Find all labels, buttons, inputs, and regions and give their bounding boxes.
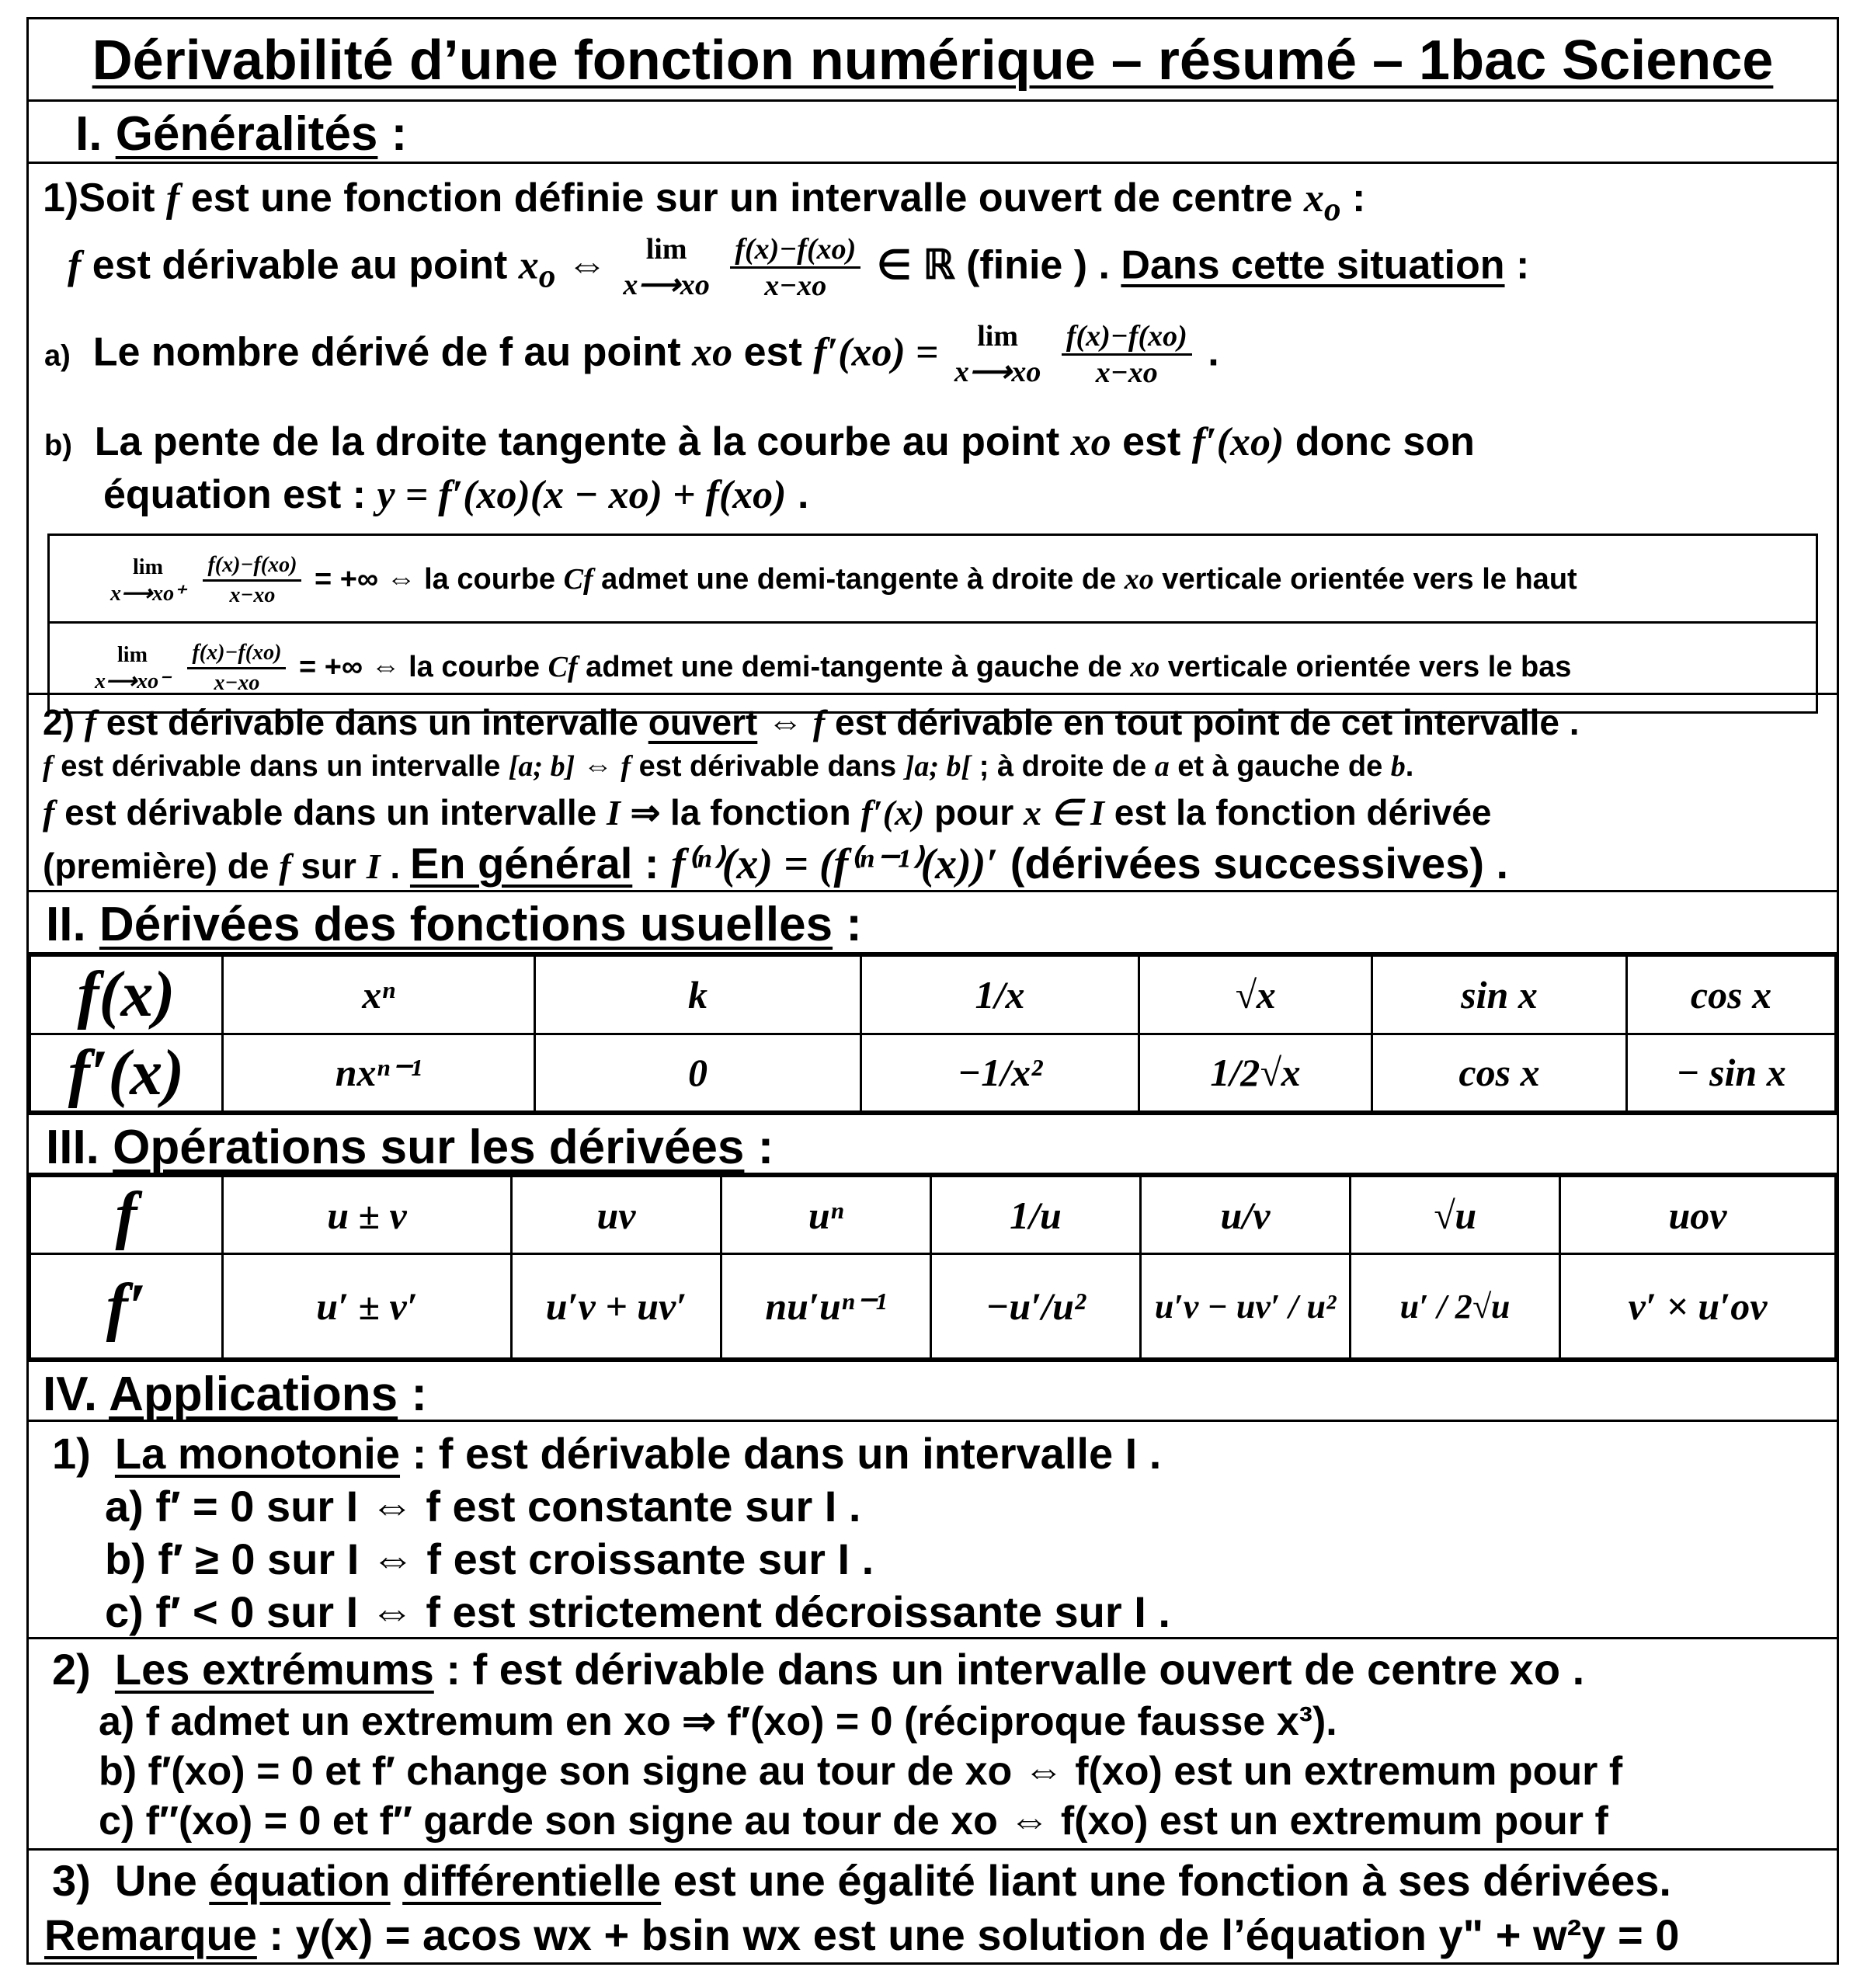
half-tangent-left: lim x⟶xo⁻ $\frac{f(x)-f(xo)}{x-xo}$ = +∞ ⇔ la courbe Cf admet une demi-tangente à gauche de xo verticale orientée vers le bas bbox=[95, 641, 1572, 696]
section-1-body bbox=[29, 164, 1837, 695]
s1-intro: 1)Soit f est une fonction définie sur un intervalle ouvert de centre $x_o$ : bbox=[43, 176, 1366, 228]
table2-cell: u′ ± v′ bbox=[223, 1254, 512, 1359]
table1-cell: √x bbox=[1139, 956, 1372, 1034]
table1-cell: cos x bbox=[1372, 1034, 1627, 1112]
table2-cell: uov bbox=[1560, 1176, 1836, 1254]
s1-item-a: a) Le nombre dérivé de f au point xo est f′(xo) = lim x⟶xo $\frac{f(x)-f(xo)}{x-xo}$ . bbox=[44, 320, 1219, 390]
section-1-title: Généralités bbox=[115, 107, 378, 161]
s2-line-4: (première) de f sur I . En général : f⁽ⁿ⁾(x) = (f⁽ⁿ⁻¹⁾(x))′ (dérivées successives) . bbox=[43, 839, 1509, 888]
section-1-part-2 bbox=[29, 695, 1837, 892]
table1-cell: k bbox=[535, 956, 861, 1034]
table2-cell: u′ / 2√u bbox=[1351, 1254, 1560, 1359]
s2-line-1: 2) f est dérivable dans un intervalle ouvert ⇔ f est dérivable en tout point de cet intervalle . bbox=[43, 702, 1580, 742]
table1-cell: cos x bbox=[1627, 956, 1836, 1034]
application-monotonie: 1) La monotonie : f est dérivable dans un intervalle I . a) f′ = 0 sur I ⇔ f est constante sur I . b) f′ ≥ 0 sur I ⇔ f est croissante sur I . c) f′ < 0 sur I ⇔ f est strictement décroissante sur I . bbox=[29, 1422, 1837, 1639]
section-2-header: II. Dérivées des fonctions usuelles : bbox=[29, 892, 1837, 954]
section-1-label: I. bbox=[75, 107, 103, 161]
table-row bbox=[30, 1254, 1836, 1359]
table2-cell: u′v + uv′ bbox=[512, 1254, 721, 1359]
table2-cell: uⁿ bbox=[721, 1176, 931, 1254]
table2-cell: √u bbox=[1351, 1176, 1560, 1254]
s1-item-b-line2: équation est : y = f′(xo)(x − xo) + f(xo) . bbox=[103, 472, 809, 517]
table1-cell: − sin x bbox=[1627, 1034, 1836, 1112]
table-row bbox=[30, 1176, 1836, 1254]
table1-cell: nxⁿ⁻¹ bbox=[223, 1034, 535, 1112]
table-row bbox=[30, 956, 1836, 1034]
table2-cell: v′ × u′ov bbox=[1560, 1254, 1836, 1359]
table2-cell: uv bbox=[512, 1176, 721, 1254]
table2-cell: 1/u bbox=[931, 1176, 1141, 1254]
table2-cell: u′v − uv′ / u² bbox=[1141, 1254, 1351, 1359]
table1-cell: 1/2√x bbox=[1139, 1034, 1372, 1112]
half-tangent-right: lim x⟶xo⁺ $\frac{f(x)-f(xo)}{x-xo}$ = +∞ ⇔ la courbe Cf admet une demi-tangente à droite de xo verticale orientée vers le haut bbox=[50, 536, 1816, 624]
section-3-header: III. Opérations sur les dérivées : bbox=[29, 1113, 1837, 1175]
summary-sheet bbox=[26, 17, 1839, 1965]
table1-header-fprime: f′(x) bbox=[30, 1034, 223, 1112]
application-differential-equation: 3) Une équation différentielle est une égalité liant une fonction à ses dérivées. Remarque : y(x) = acos wx + bsin wx est une solution de l’équation y" + w²y = 0 bbox=[44, 1856, 1680, 1959]
page-title: Dérivabilité d’une fonction numérique – résumé – 1bac Science bbox=[92, 30, 1774, 92]
s2-line-3: f est dérivable dans un intervalle I ⇒ la fonction f′(x) pour x ∈ I est la fonction dérivée bbox=[43, 792, 1492, 832]
section-1-header: I. Généralités : bbox=[29, 102, 1837, 164]
application-extremums: 2) Les extrémums : f est dérivable dans un intervalle ouvert de centre xo . a) f admet un extremum en xo ⇒ f′(xo) = 0 (réciproque fausse x³). b) f′(xo) = 0 et f′ change son signe au tour de xo ⇔ f(xo) est un extremum pour f c) f′′(xo) = 0 et f′′ garde son signe au tour de xo ⇔ f(xo) est un extremum pour f bbox=[29, 1639, 1837, 1851]
table1-cell: 1/x bbox=[861, 956, 1139, 1034]
section-4-header: IV. Applications : bbox=[29, 1360, 1837, 1422]
table1-cell: 0 bbox=[535, 1034, 861, 1112]
table1-cell: sin x bbox=[1372, 956, 1627, 1034]
derivative-operations-table bbox=[29, 1175, 1837, 1360]
s1-definition: f est dérivable au point $x_o$ ⇔ lim x⟶xo $\frac{f(x)-f(xo)}{x-xo}$ ∈ ℝ (finie ) . Dans cette situation : bbox=[68, 233, 1530, 303]
table2-cell: −u′/u² bbox=[931, 1254, 1141, 1359]
table2-cell: u ± v bbox=[223, 1176, 512, 1254]
usual-derivatives-table bbox=[29, 954, 1837, 1113]
table2-cell: u/v bbox=[1141, 1176, 1351, 1254]
table2-header-f: f bbox=[30, 1176, 223, 1254]
s1-item-b-line1: b) La pente de la droite tangente à la courbe au point xo est f′(xo) donc son bbox=[44, 419, 1475, 464]
table-row bbox=[30, 1034, 1836, 1112]
half-tangent-box bbox=[47, 533, 1818, 714]
table1-cell: −1/x² bbox=[861, 1034, 1139, 1112]
page-title-row bbox=[29, 19, 1837, 102]
table1-header-f: f(x) bbox=[30, 956, 223, 1034]
table2-header-fprime: f′ bbox=[30, 1254, 223, 1359]
table2-cell: nu′uⁿ⁻¹ bbox=[721, 1254, 931, 1359]
s2-line-2: f est dérivable dans un intervalle [a; b] ⇔ f est dérivable dans ]a; b[ ; à droite de a et à gauche de b. bbox=[43, 750, 1414, 783]
table1-cell: xⁿ bbox=[223, 956, 535, 1034]
